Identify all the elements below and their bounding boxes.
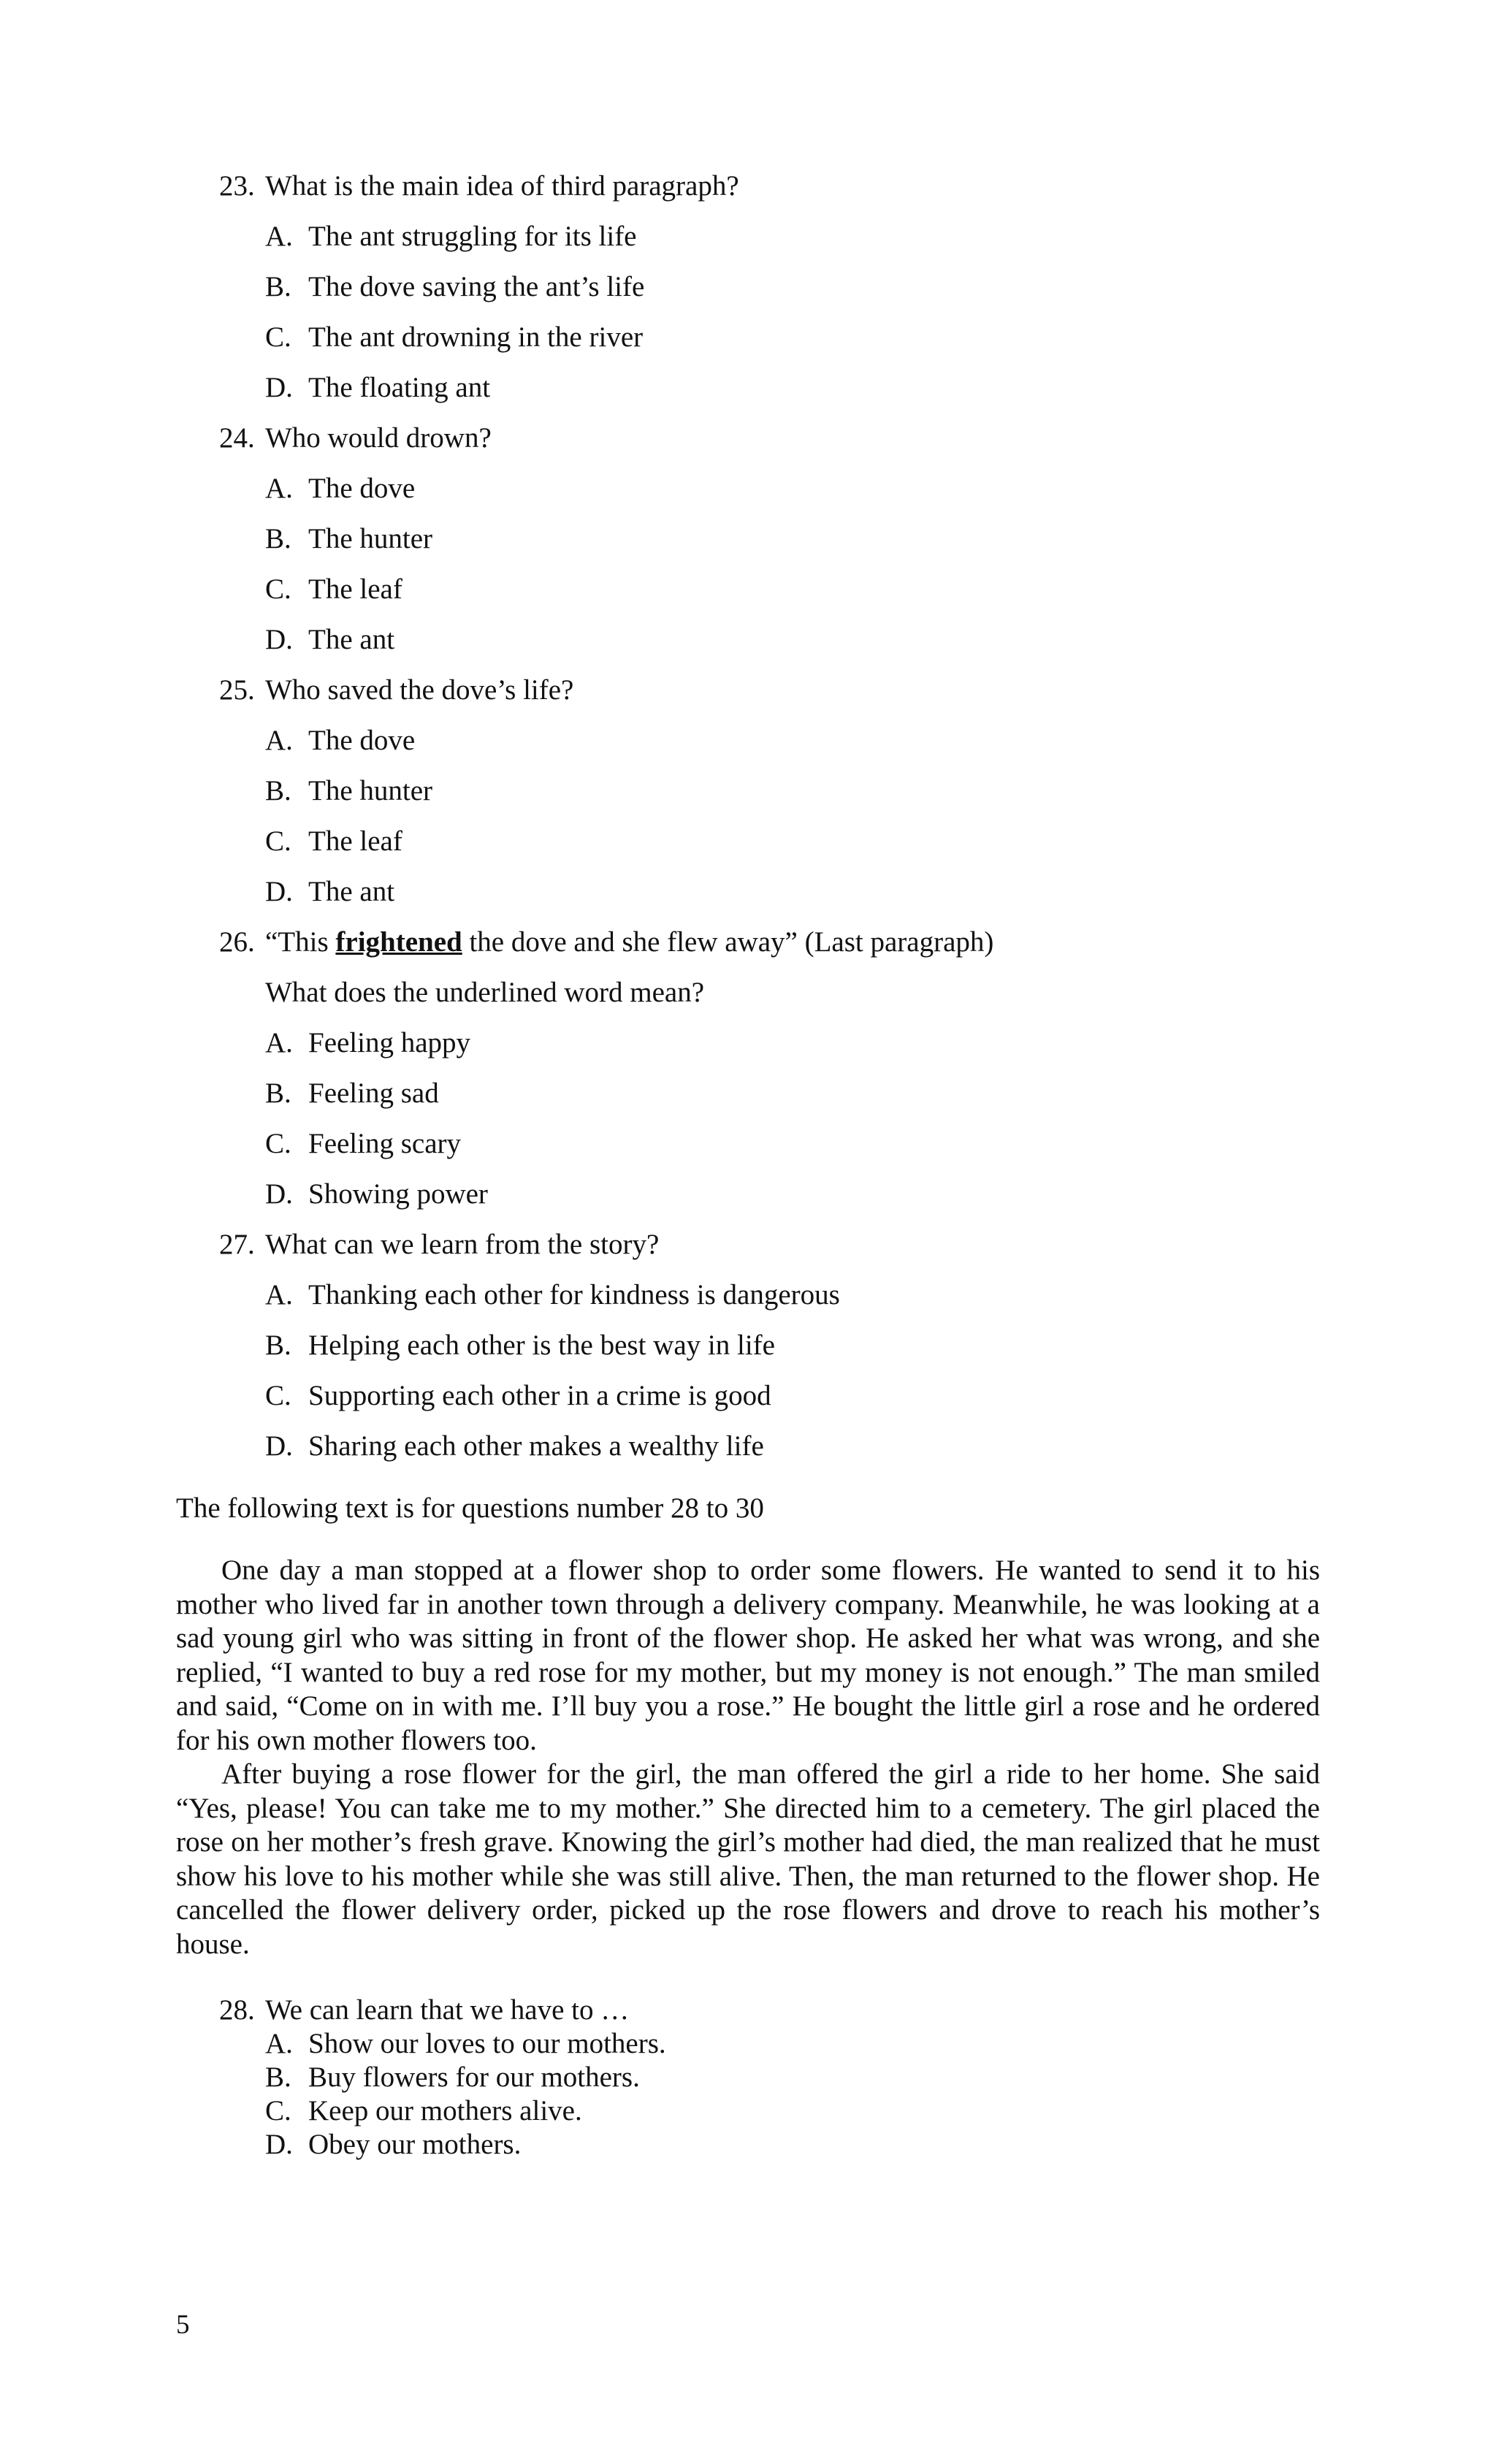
option-a	[0, 724, 1496, 758]
question-number: 23.	[219, 170, 255, 202]
option-c	[0, 1379, 1496, 1413]
option-c	[0, 321, 1496, 354]
option-letter: B.	[265, 271, 291, 302]
question-stem	[0, 674, 1496, 707]
option-letter: D.	[265, 624, 293, 655]
option-text: Feeling happy	[308, 1027, 471, 1059]
option-b	[0, 1329, 1496, 1362]
question-number: 27.	[219, 1229, 255, 1260]
option-letter: D.	[265, 1178, 293, 1210]
option-text: Obey our mothers.	[308, 2129, 522, 2160]
option-c	[0, 1127, 1496, 1161]
option-text: Buy flowers for our mothers.	[308, 2061, 640, 2093]
option-letter: A.	[265, 2028, 293, 2059]
option-text: Feeling scary	[308, 1128, 462, 1159]
option-letter: D.	[265, 2129, 293, 2160]
option-letter: D.	[265, 876, 293, 907]
option-text: The floating ant	[308, 372, 491, 403]
option-d	[0, 623, 1496, 657]
option-d	[0, 875, 1496, 909]
option-b	[0, 774, 1496, 808]
question-number: 26.	[219, 926, 255, 958]
option-text: The ant struggling for its life	[308, 221, 637, 252]
question-text: What is the main idea of third paragraph?	[265, 170, 739, 202]
question-24	[0, 422, 1496, 657]
option-text: The ant	[308, 624, 395, 655]
option-c	[0, 825, 1496, 858]
option-letter: C.	[265, 1380, 291, 1411]
option-text: The dove	[308, 725, 416, 756]
option-text: Thanking each other for kindness is dangerous	[308, 1279, 840, 1311]
question-text: What can we learn from the story?	[265, 1229, 660, 1260]
option-letter: C.	[265, 2095, 291, 2127]
question-stem	[0, 1228, 1496, 1262]
option-d	[0, 1178, 1496, 1211]
question-subtext: What does the underlined word mean?	[265, 977, 705, 1008]
option-letter: C.	[265, 573, 291, 605]
underlined-word: frightened	[335, 926, 462, 958]
option-letter: A.	[265, 1027, 293, 1059]
option-text: Supporting each other in a crime is good	[308, 1380, 771, 1411]
option-d	[0, 2128, 1496, 2162]
question-stem	[0, 422, 1496, 455]
option-letter: C.	[265, 321, 291, 353]
section-intro: The following text is for questions number 28 to 30	[176, 1492, 764, 1524]
option-a	[0, 2027, 1496, 2061]
option-b	[0, 522, 1496, 556]
option-letter: C.	[265, 825, 291, 857]
question-number: 25.	[219, 674, 255, 706]
option-a	[0, 1026, 1496, 1060]
option-b	[0, 2061, 1496, 2094]
question-stem	[0, 926, 1496, 959]
question-text-after: the dove and she flew away” (Last paragraph)	[462, 926, 994, 958]
option-text: The leaf	[308, 825, 402, 857]
option-letter: A.	[265, 473, 293, 504]
option-letter: B.	[265, 775, 291, 806]
option-letter: D.	[265, 372, 293, 403]
option-a	[0, 1278, 1496, 1312]
option-text: Helping each other is the best way in life	[308, 1330, 775, 1361]
reading-passage	[176, 1554, 1320, 1961]
page-number: 5	[176, 2310, 190, 2340]
question-list	[0, 169, 1496, 1480]
question-text: Who would drown?	[265, 422, 492, 454]
option-text: The ant	[308, 876, 395, 907]
passage-paragraph-2: After buying a rose flower for the girl, the man offered the girl a ride to her home. She said “Yes, please! You can take me to my mother.” She directed him to a cemetery. The girl placed the rose on her mother’s fresh grave. Knowing the girl’s mother had died, the man realized that he must show his love to his mother while she was still alive. Then, the man returned to the flower shop. He cancelled the flower delivery order, picked up the rose flowers and drove to reach his mother’s house.	[176, 1758, 1320, 1960]
option-a	[0, 220, 1496, 253]
question-number: 24.	[219, 422, 255, 454]
option-letter: D.	[265, 1430, 293, 1462]
question-stem	[0, 1994, 1496, 2027]
option-text: The dove	[308, 473, 416, 504]
option-letter: B.	[265, 1330, 291, 1361]
option-letter: B.	[265, 1077, 291, 1109]
option-letter: A.	[265, 725, 293, 756]
option-letter: A.	[265, 221, 293, 252]
option-text: The leaf	[308, 573, 402, 605]
option-letter: A.	[265, 1279, 293, 1311]
question-text-before: “This	[265, 926, 336, 958]
question-28	[0, 1994, 1496, 2162]
option-d	[0, 371, 1496, 405]
option-b	[0, 1077, 1496, 1110]
option-text: The hunter	[308, 775, 433, 806]
option-text: The hunter	[308, 523, 433, 554]
option-text: Show our loves to our mothers.	[308, 2028, 666, 2059]
option-text: Feeling sad	[308, 1077, 439, 1109]
option-text: Keep our mothers alive.	[308, 2095, 582, 2127]
option-b	[0, 270, 1496, 304]
question-text: Who saved the dove’s life?	[265, 674, 574, 706]
option-letter: B.	[265, 523, 291, 554]
question-text: We can learn that we have to …	[265, 1994, 630, 2026]
option-letter: B.	[265, 2061, 291, 2093]
question-23	[0, 169, 1496, 405]
option-c	[0, 573, 1496, 606]
question-stem	[0, 169, 1496, 203]
question-text	[265, 926, 993, 959]
option-text: The dove saving the ant’s life	[308, 271, 645, 302]
option-text: The ant drowning in the river	[308, 321, 644, 353]
question-27	[0, 1228, 1496, 1463]
option-text: Sharing each other makes a wealthy life	[308, 1430, 764, 1462]
question-26	[0, 926, 1496, 1211]
question-number: 28.	[219, 1994, 255, 2026]
option-letter: C.	[265, 1128, 291, 1159]
passage-paragraph-1: One day a man stopped at a flower shop to order some flowers. He wanted to send it to his mother who lived far in another town through a delivery company. Meanwhile, he was looking at a sad young girl who was sitting in front of the flower shop. He asked her what was wrong, and she replied, “I wanted to buy a red rose for my mother, but my money is not enough.” The man smiled and said, “Come on in with me. I’ll buy you a rose.” He bought the little girl a rose and he ordered for his own mother flowers too.	[176, 1555, 1320, 1756]
option-c	[0, 2094, 1496, 2128]
option-text: Showing power	[308, 1178, 488, 1210]
option-d	[0, 1430, 1496, 1463]
question-25	[0, 674, 1496, 909]
option-a	[0, 472, 1496, 506]
